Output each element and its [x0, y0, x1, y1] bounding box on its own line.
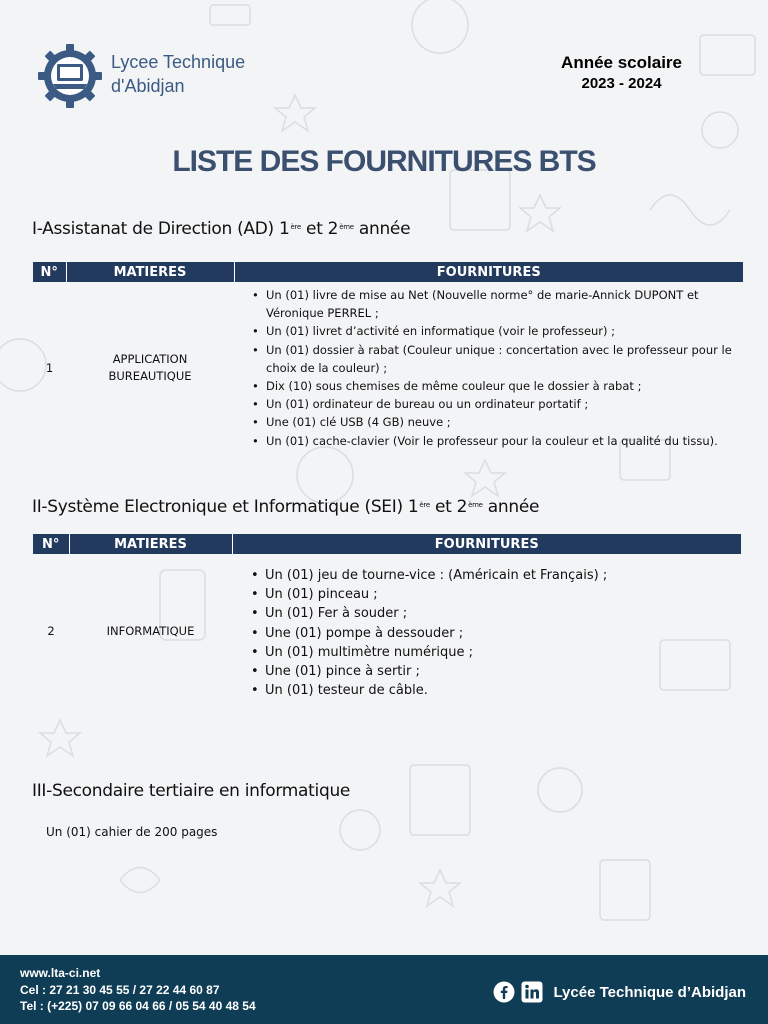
section-2-heading-tail: année	[482, 497, 540, 517]
row-number: 1	[45, 360, 54, 375]
section-2-sup-2: ème	[468, 501, 483, 509]
row-matiere-line-2: BUREAUTIQUE	[108, 368, 192, 383]
page-title: LISTE DES FOURNITURES BTS	[172, 145, 596, 178]
list-item: • Une (01) clé USB (4 GB) neuve ;	[266, 413, 743, 431]
list-item: • Un (01) testeur de câble.	[265, 681, 741, 700]
table-row	[33, 554, 741, 708]
list-item: • Un (01) multimètre numérique ;	[265, 643, 741, 662]
header-num: N°	[33, 262, 66, 282]
row-matiere-line-1: APPLICATION	[112, 351, 188, 366]
section-3-item: Un (01) cahier de 200 pages	[46, 825, 218, 839]
row-fournitures	[234, 282, 743, 454]
school-year-value: 2023 - 2024	[581, 75, 662, 92]
header-matieres: MATIERES	[69, 534, 232, 554]
section-2-sup-1: ère	[419, 501, 430, 509]
list-item: • Un (01) livret d’activité en informatique (voir le professeur) ;	[266, 322, 743, 340]
brand-name	[111, 50, 245, 98]
brand-line-2: d'Abidjan	[111, 76, 185, 96]
footer-social	[493, 981, 746, 1003]
section-2-heading	[32, 497, 539, 517]
facebook-icon[interactable]	[493, 981, 515, 1003]
footer-website-link[interactable]: www.lta-ci.net	[20, 966, 101, 980]
supplies-table-ad	[33, 262, 743, 454]
supplies-table-sei	[33, 534, 741, 708]
list-item: • Une (01) pompe à dessouder ;	[265, 624, 741, 643]
list-item: • Un (01) pinceau ;	[265, 585, 741, 604]
supplies-list	[245, 566, 741, 700]
school-logo	[36, 42, 104, 110]
section-2-heading-mid: et 2	[429, 497, 468, 517]
school-year	[561, 52, 682, 94]
section-1-sup-2: ème	[339, 223, 354, 231]
linkedin-icon[interactable]	[521, 981, 543, 1003]
row-number: 2	[47, 624, 55, 639]
footer-school-name: Lycée Technique d’Abidjan	[553, 983, 746, 1001]
list-item: • Une (01) pince à sertir ;	[265, 662, 741, 681]
section-1-heading-mid: et 2	[300, 219, 339, 239]
footer	[0, 955, 768, 1024]
row-matiere: INFORMATIQUE	[106, 623, 195, 638]
footer-contact	[20, 965, 256, 1015]
table-header-row	[33, 534, 741, 554]
list-item: • Un (01) livre de mise au Net (Nouvelle norme° de marie-Annick DUPONT et Véronique PERREL ;	[266, 286, 743, 322]
header-matieres: MATIERES	[66, 262, 234, 282]
row-matiere	[66, 282, 234, 454]
list-item: • Un (01) dossier à rabat (Couleur unique : concertation avec le professeur pour le choix de la couleur) ;	[266, 341, 743, 377]
school-year-label: Année scolaire	[561, 53, 682, 72]
header-fournitures: FOURNITURES	[234, 262, 743, 282]
footer-cel: Cel : 27 21 30 45 55 / 27 22 44 60 87	[20, 982, 220, 997]
table-header-row	[33, 262, 743, 282]
section-1-heading-text: I-Assistanat de Direction (AD) 1	[32, 219, 290, 239]
section-1-heading	[32, 219, 410, 239]
list-item: • Un (01) Fer à souder ;	[265, 604, 741, 623]
section-3-heading: III-Secondaire tertiaire en informatique	[32, 781, 351, 801]
list-item: • Un (01) jeu de tourne-vice : (Américain et Français) ;	[265, 566, 741, 585]
header-fournitures: FOURNITURES	[232, 534, 741, 554]
table-row	[33, 282, 743, 454]
list-item: • Dix (10) sous chemises de même couleur que le dossier à rabat ;	[266, 377, 743, 395]
brand-line-1: Lycee Technique	[111, 52, 246, 72]
section-2-heading-text: II-Système Electronique et Informatique (SEI) 1	[32, 497, 419, 517]
list-item: • Un (01) ordinateur de bureau ou un ordinateur portatif ;	[266, 395, 743, 413]
list-item: • Un (01) cache-clavier (Voir le professeur pour la couleur et la qualité du tissu).	[266, 432, 743, 450]
footer-tel: Tel : (+225) 07 09 66 04 66 / 05 54 40 48 54	[20, 999, 256, 1013]
section-1-heading-tail: année	[353, 219, 411, 239]
row-fournitures	[232, 554, 741, 708]
section-1-sup-1: ère	[290, 223, 301, 231]
supplies-list	[246, 286, 743, 450]
header-num: N°	[33, 534, 69, 554]
